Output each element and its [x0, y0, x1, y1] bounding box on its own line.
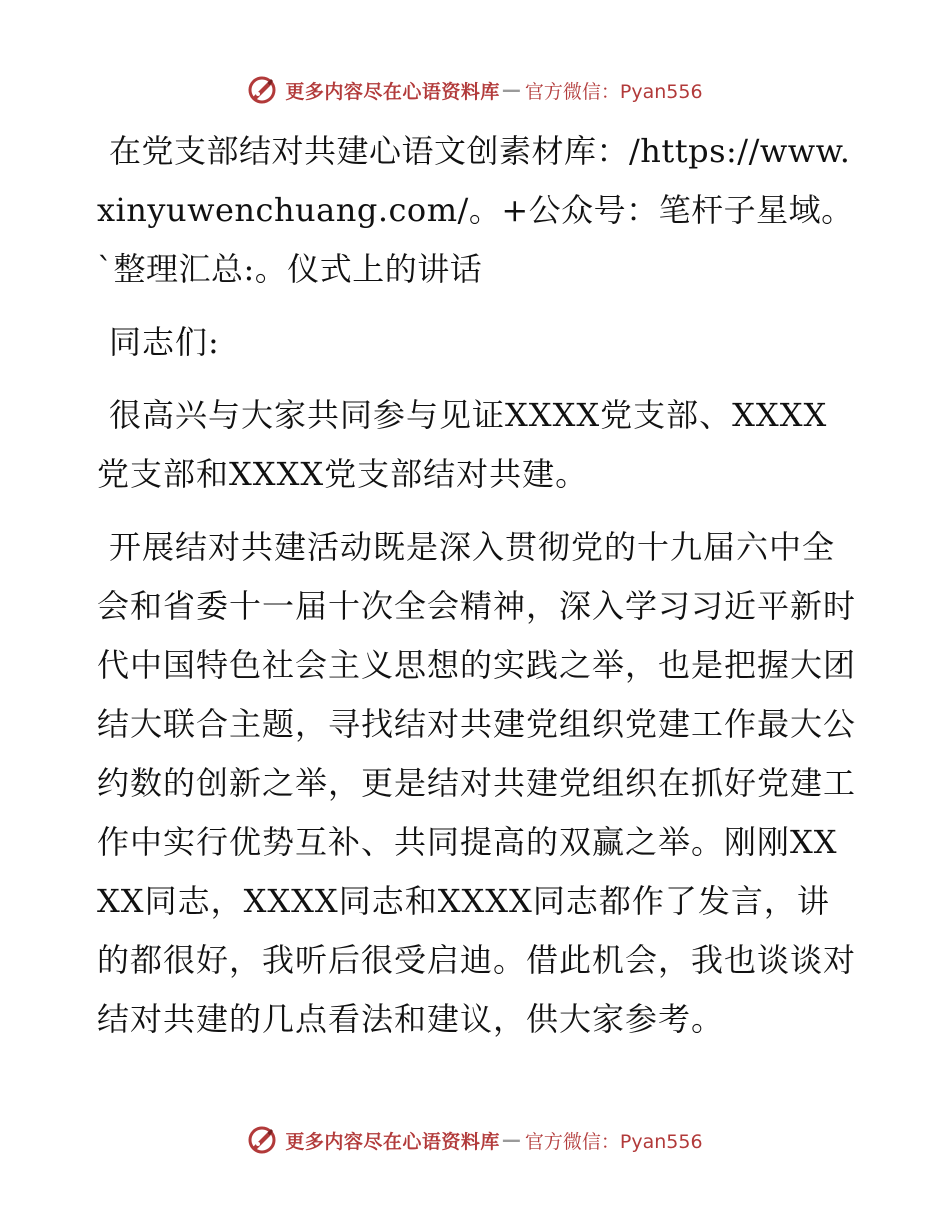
document-body — [97, 122, 857, 1063]
header-watermark-banner — [0, 70, 950, 110]
pen-logo-icon — [247, 1125, 277, 1155]
banner-account: 官方微信：Pyan556 — [524, 1130, 703, 1153]
intro-paragraph: 在党支部结对共建心语文创素材库：/https://www.xinyuwenchuang.com/。+公众号：笔杆子星域。`整理汇总:。仪式上的讲话 — [97, 132, 854, 288]
banner-account: 官方微信：Pyan556 — [524, 80, 703, 103]
banner-text: 更多内容尽在心语资料库 — [285, 80, 500, 103]
banner-separator: — — [501, 79, 521, 101]
body-paragraph: 开展结对共建活动既是深入贯彻党的十九届六中全会和省委十一届十次全会精神，深入学习习近平新时代中国特色社会主义思想的实践之举，也是把握大团结大联合主题，寻找结对共建党组织党建工作最大公约数的创新之举，更是结对共建党组织在抓好党建工作中实行优势互补、共同提高的双赢之举。刚刚XXXX同志，XXXX同志和XXXX同志都作了发言，讲的都很好，我听后很受启迪。借此机会，我也谈谈对结对共建的几点看法和建议，供大家参考。 — [97, 528, 857, 1038]
banner-text: 更多内容尽在心语资料库 — [285, 1130, 500, 1153]
salutation: 同志们: — [109, 323, 220, 361]
footer-watermark-banner — [0, 1120, 950, 1160]
body-paragraph: 很高兴与大家共同参与见证XXXX党支部、XXXX党支部和XXXX党支部结对共建。 — [97, 396, 828, 493]
banner-separator: — — [501, 1129, 521, 1151]
pen-logo-icon — [247, 75, 277, 105]
